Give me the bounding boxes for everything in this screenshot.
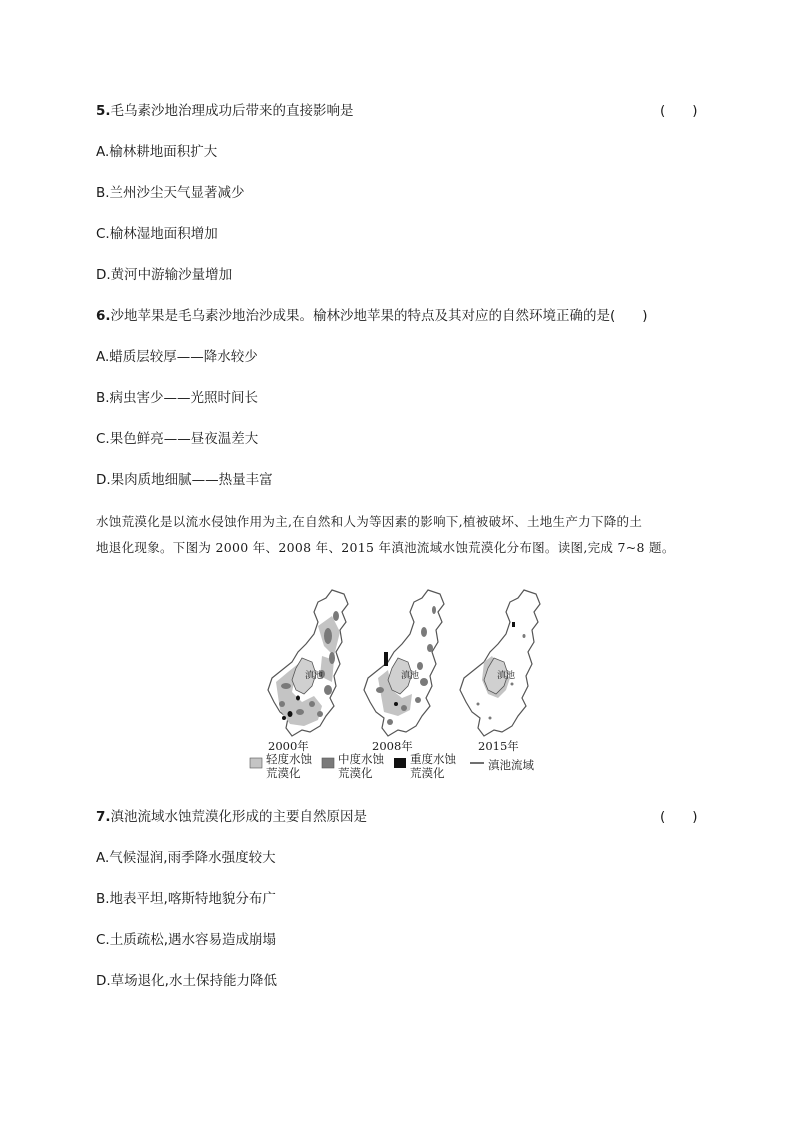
map-2015 — [460, 590, 540, 736]
q5-answer-bracket: ( ) — [660, 103, 698, 119]
map-2008 — [364, 590, 444, 736]
q5-option-c: C.榆林湿地面积增加 — [96, 226, 218, 242]
map-2000 — [268, 590, 348, 736]
lake-label-2015: 滇池 — [497, 671, 516, 681]
heavy-erosion-2015 — [512, 622, 515, 627]
q6-option-d: D.果肉质地细腻——热量丰富 — [96, 472, 273, 488]
q5-option-a: A.榆林耕地面积扩大 — [96, 144, 218, 160]
lake-label-2008: 滇池 — [401, 671, 420, 681]
q7-stem — [96, 808, 367, 826]
lake-label-2000: 滇池 — [305, 671, 324, 681]
desertification-figure — [248, 582, 548, 782]
legend-heavy-swatch — [394, 758, 406, 768]
q6-number: 6. — [96, 308, 111, 324]
legend-heavy-label: 重度水蚀 荒漠化 — [410, 752, 456, 780]
passage-line-1: 水蚀荒漠化是以流水侵蚀作用为主,在自然和人为等因素的影响下,植被破坏、土地生产力下降的土 — [96, 514, 643, 529]
q5-option-d: D.黄河中游输沙量增加 — [96, 267, 233, 283]
q6-option-c: C.果色鲜亮——昼夜温差大 — [96, 431, 259, 447]
year-label-2015: 2015年 — [478, 739, 519, 753]
q6-option-b: B.病虫害少——光照时间长 — [96, 390, 259, 406]
year-label-2008: 2008年 — [372, 739, 413, 753]
q5-number: 5. — [96, 103, 111, 119]
legend-medium-label: 中度水蚀 荒漠化 — [338, 752, 384, 780]
legend-light-label: 轻度水蚀 荒漠化 — [266, 752, 312, 780]
q6-option-a: A.蜡质层较厚——降水较少 — [96, 349, 258, 365]
q7-option-a: A.气候湿润,雨季降水强度较大 — [96, 850, 276, 866]
q5-stem-text: 毛乌素沙地治理成功后带来的直接影响是 — [110, 103, 354, 119]
q7-answer-bracket: ( ) — [660, 809, 698, 825]
q7-option-c: C.土质疏松,遇水容易造成崩塌 — [96, 932, 277, 948]
q7-number: 7. — [96, 809, 111, 825]
legend-basin-label: 滇池流域 — [488, 758, 534, 772]
year-label-2000: 2000年 — [268, 739, 309, 753]
q5-stem — [96, 102, 354, 120]
q7-option-d: D.草场退化,水土保持能力降低 — [96, 973, 277, 989]
legend-light-swatch — [250, 758, 262, 768]
q7-option-b: B.地表平坦,喀斯特地貌分布广 — [96, 891, 276, 907]
passage-line-2: 地退化现象。下图为 2000 年、2008 年、2015 年滇池流域水蚀荒漠化分布图。读图,完成 7~8 题。 — [96, 540, 675, 555]
q5-option-b: B.兰州沙尘天气显著减少 — [96, 185, 245, 201]
legend-medium-swatch — [322, 758, 334, 768]
q7-stem-text: 滇池流域水蚀荒漠化形成的主要自然原因是 — [110, 809, 368, 825]
q6-stem-text: 沙地苹果是毛乌素沙地治沙成果。榆林沙地苹果的特点及其对应的自然环境正确的是( ) — [110, 308, 648, 324]
passage — [96, 509, 696, 561]
q6-stem — [96, 307, 648, 325]
